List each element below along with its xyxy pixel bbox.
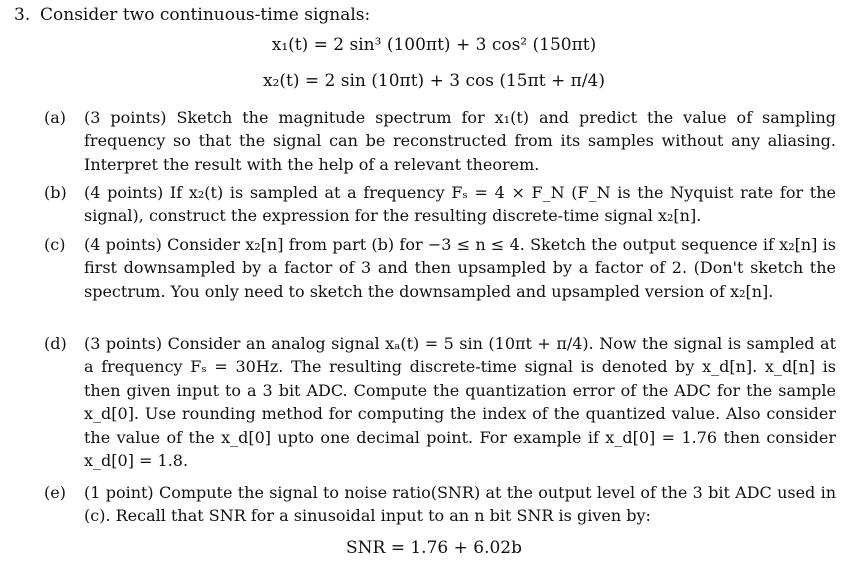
- part-text: (1 point) Compute the signal to noise ratio(SNR) at the output level of the 3 bit ADC used in (c). Recall that SNR for a sinusoidal input to an n bit SNR is given by:: [84, 483, 836, 526]
- snr-formula: SNR = 1.76 + 6.02b: [345, 538, 522, 558]
- part-label: (d): [44, 334, 67, 353]
- part-a: [44, 106, 836, 176]
- part-text: (3 points) Consider an analog signal xₐ(t) = 5 sin (10πt + π/4). Now the signal is sampled at a frequency Fₛ = 30Hz. The resulting discrete-time signal is denoted by x_d[n]. x_d[n] is then given input to a 3 bit ADC. Compute the quantization error of the ADC for the sample x_d[0]. Use rounding method for computing the index of the quantized value. Also consider the value of the x_d[0] upto one decimal point. For example if x_d[0] = 1.76 then consider x_d[0] = 1.8.: [84, 334, 836, 471]
- equation-x1: x₁(t) = 2 sin³ (100πt) + 3 cos² (150πt): [271, 35, 597, 55]
- part-text: (3 points) Sketch the magnitude spectrum for x₁(t) and predict the value of sampling frequency so that the signal can be reconstructed from its samples without any aliasing. Interpret the result with the help of a relevant theorem.: [84, 108, 836, 174]
- part-text: (4 points) If x₂(t) is sampled at a frequency Fₛ = 4 × F_N (F_N is the Nyquist rate for the signal), construct the expression for the resulting discrete-time signal x₂[n].: [84, 183, 836, 226]
- part-c: [44, 233, 836, 303]
- problem-intro: Consider two continuous-time signals:: [40, 5, 371, 25]
- part-label: (b): [44, 183, 67, 202]
- part-label: (c): [44, 235, 66, 254]
- problem-heading: [14, 4, 370, 26]
- part-label: (a): [44, 108, 67, 127]
- part-text: (4 points) Consider x₂[n] from part (b) for −3 ≤ n ≤ 4. Sketch the output sequence if x₂[n] is first downsampled by a factor of 3 and then upsampled by a factor of 2. (Don't sketch the spectrum. You only need to sketch the downsampled and upsampled version of x₂[n].: [84, 235, 836, 301]
- part-label: (e): [44, 483, 66, 502]
- part-e: [44, 481, 836, 528]
- part-b: [44, 181, 836, 228]
- equation-x2: x₂(t) = 2 sin (10πt) + 3 cos (15πt + π/4): [262, 71, 605, 91]
- part-d: [44, 332, 836, 472]
- problem-number: 3.: [14, 5, 31, 25]
